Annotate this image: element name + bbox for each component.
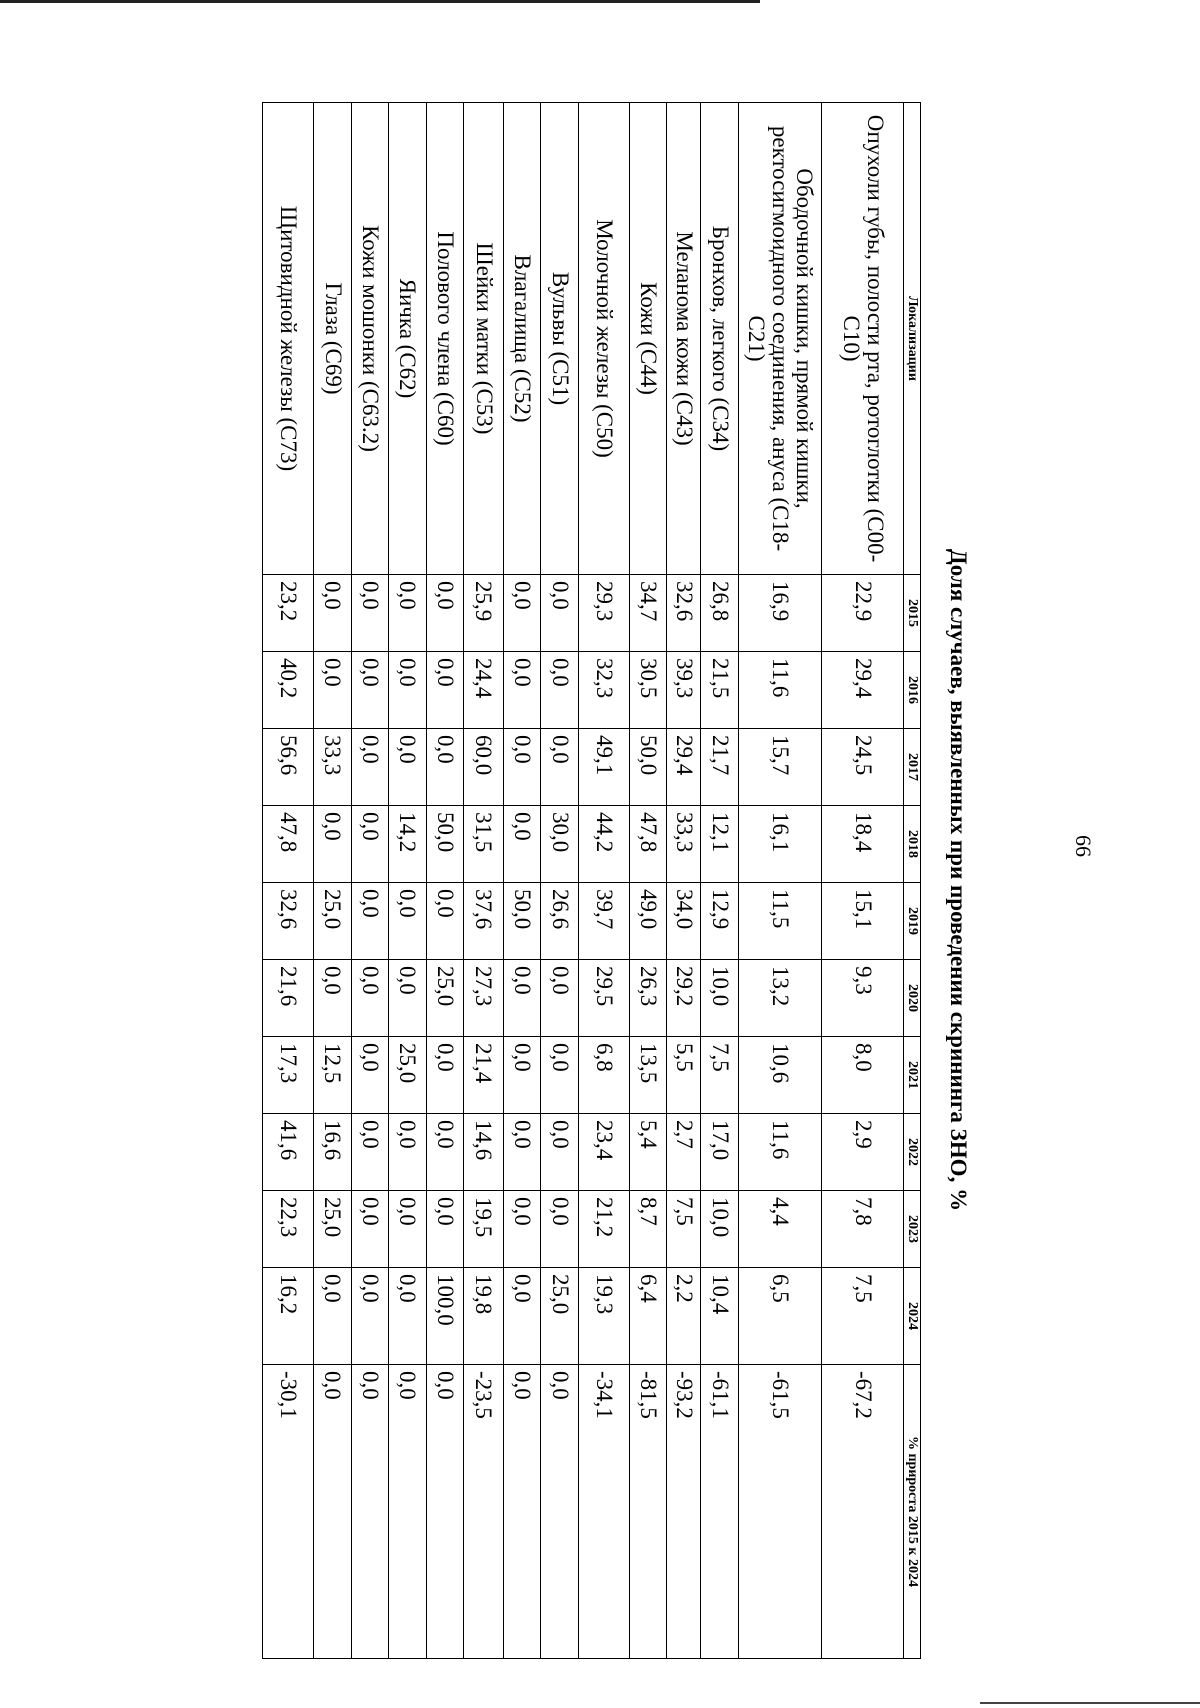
cell-value: 39,3 bbox=[667, 652, 701, 729]
cell-value: 17,0 bbox=[701, 1114, 738, 1191]
table-row bbox=[667, 103, 701, 1659]
cell-value: 0,0 bbox=[389, 1365, 426, 1659]
cell-value: 19,8 bbox=[464, 1268, 504, 1365]
cell-value: 0,0 bbox=[351, 1114, 388, 1191]
row-localization: Щитовидной железы (С73) bbox=[263, 103, 314, 575]
cell-value: 34,7 bbox=[629, 575, 666, 652]
cell-value: 0,0 bbox=[503, 806, 540, 883]
cell-value: -34,1 bbox=[578, 1365, 629, 1659]
cell-value: 12,5 bbox=[314, 1037, 351, 1114]
cell-value: 41,6 bbox=[263, 1114, 314, 1191]
cell-value: 13,2 bbox=[738, 960, 821, 1037]
column-header-localization: Локализации bbox=[904, 103, 921, 575]
row-localization: Кожи (С44) bbox=[629, 103, 666, 575]
cell-value: 44,2 bbox=[578, 806, 629, 883]
cell-value: 30,0 bbox=[541, 806, 578, 883]
cell-value: 23,2 bbox=[263, 575, 314, 652]
cell-value: 11,6 bbox=[738, 1114, 821, 1191]
cell-value: -23,5 bbox=[464, 1365, 504, 1659]
cell-value: 5,5 bbox=[667, 1037, 701, 1114]
cell-value: 0,0 bbox=[314, 575, 351, 652]
cell-value: 50,0 bbox=[426, 806, 463, 883]
cell-value: 25,0 bbox=[389, 1037, 426, 1114]
cell-value: 7,8 bbox=[822, 1191, 904, 1268]
cell-value: 25,9 bbox=[464, 575, 504, 652]
cell-value: 0,0 bbox=[314, 1268, 351, 1365]
row-localization: Полового члена (С60) bbox=[426, 103, 463, 575]
cell-value: 7,5 bbox=[701, 1037, 738, 1114]
cell-value: 5,4 bbox=[629, 1114, 666, 1191]
cell-value: 26,3 bbox=[629, 960, 666, 1037]
cell-value: 0,0 bbox=[426, 1037, 463, 1114]
cell-value: 0,0 bbox=[351, 1365, 388, 1659]
cell-value: 21,2 bbox=[578, 1191, 629, 1268]
cell-value: 33,3 bbox=[667, 806, 701, 883]
cell-value: 0,0 bbox=[351, 575, 388, 652]
cell-value: 0,0 bbox=[351, 652, 388, 729]
cell-value: 13,5 bbox=[629, 1037, 666, 1114]
table-row bbox=[541, 103, 578, 1659]
cell-value: -30,1 bbox=[263, 1365, 314, 1659]
column-header: 2018 bbox=[904, 806, 921, 883]
cell-value: 15,7 bbox=[738, 729, 821, 806]
cell-value: 0,0 bbox=[541, 729, 578, 806]
cell-value: 29,3 bbox=[578, 575, 629, 652]
cell-value: 0,0 bbox=[389, 960, 426, 1037]
cell-value: 0,0 bbox=[503, 575, 540, 652]
cell-value: 21,6 bbox=[263, 960, 314, 1037]
cell-value: 21,4 bbox=[464, 1037, 504, 1114]
page-number: 66 bbox=[1071, 835, 1096, 857]
cell-value: 0,0 bbox=[351, 729, 388, 806]
cell-value: 12,1 bbox=[701, 806, 738, 883]
cell-value: 17,3 bbox=[263, 1037, 314, 1114]
column-header: 2020 bbox=[904, 960, 921, 1037]
cell-value: 26,6 bbox=[541, 883, 578, 960]
cell-value: 11,6 bbox=[738, 652, 821, 729]
cell-value: 10,0 bbox=[701, 960, 738, 1037]
cell-value: 0,0 bbox=[541, 1037, 578, 1114]
row-localization: Вульвы (С51) bbox=[541, 103, 578, 575]
cell-value: 0,0 bbox=[389, 883, 426, 960]
column-header: % прироста 2015 к 2024 bbox=[904, 1365, 921, 1659]
row-localization: Глаза (С69) bbox=[314, 103, 351, 575]
row-localization: Кожи мошонки (С63.2) bbox=[351, 103, 388, 575]
cell-value: 0,0 bbox=[541, 1114, 578, 1191]
cell-value: 60,0 bbox=[464, 729, 504, 806]
column-header: 2022 bbox=[904, 1114, 921, 1191]
table-row bbox=[263, 103, 314, 1659]
cell-value: 33,3 bbox=[314, 729, 351, 806]
cell-value: 6,4 bbox=[629, 1268, 666, 1365]
table-row bbox=[701, 103, 738, 1659]
cell-value: 10,6 bbox=[738, 1037, 821, 1114]
row-localization: Опухоли губы, полости рта, ротоглотки (С00-С10) bbox=[822, 103, 904, 575]
cell-value: 0,0 bbox=[351, 806, 388, 883]
cell-value: 14,2 bbox=[389, 806, 426, 883]
cell-value: 29,5 bbox=[578, 960, 629, 1037]
table-row bbox=[629, 103, 666, 1659]
cell-value: 12,9 bbox=[701, 883, 738, 960]
cell-value: 39,7 bbox=[578, 883, 629, 960]
cell-value: 100,0 bbox=[426, 1268, 463, 1365]
cell-value: 11,5 bbox=[738, 883, 821, 960]
table-row bbox=[738, 103, 821, 1659]
cell-value: 0,0 bbox=[389, 1191, 426, 1268]
cell-value: 0,0 bbox=[351, 1191, 388, 1268]
cell-value: 19,3 bbox=[578, 1268, 629, 1365]
rotated-page-content bbox=[262, 102, 985, 1658]
cell-value: 50,0 bbox=[503, 883, 540, 960]
cell-value: 0,0 bbox=[503, 1191, 540, 1268]
cell-value: 10,0 bbox=[701, 1191, 738, 1268]
cell-value: 0,0 bbox=[426, 575, 463, 652]
cell-value: -93,2 bbox=[667, 1365, 701, 1659]
cell-value: 0,0 bbox=[314, 806, 351, 883]
cell-value: 30,5 bbox=[629, 652, 666, 729]
cell-value: 50,0 bbox=[629, 729, 666, 806]
row-localization: Молочной железы (С50) bbox=[578, 103, 629, 575]
cell-value: 0,0 bbox=[503, 1268, 540, 1365]
cell-value: 0,0 bbox=[503, 729, 540, 806]
column-header: 2019 bbox=[904, 883, 921, 960]
cell-value: 37,6 bbox=[464, 883, 504, 960]
cell-value: 0,0 bbox=[503, 960, 540, 1037]
cell-value: 7,5 bbox=[667, 1191, 701, 1268]
scan-edge-bottom bbox=[980, 1702, 1200, 1704]
column-header: 2016 bbox=[904, 652, 921, 729]
row-localization: Бронхов, легкого (С34) bbox=[701, 103, 738, 575]
cell-value: 0,0 bbox=[541, 575, 578, 652]
row-localization: Влагалища (С52) bbox=[503, 103, 540, 575]
cell-value: 16,2 bbox=[263, 1268, 314, 1365]
cell-value: 25,0 bbox=[426, 960, 463, 1037]
cell-value: 0,0 bbox=[389, 652, 426, 729]
cell-value: 34,0 bbox=[667, 883, 701, 960]
cell-value: 0,0 bbox=[314, 652, 351, 729]
cell-value: -81,5 bbox=[629, 1365, 666, 1659]
table-row bbox=[351, 103, 388, 1659]
cell-value: 0,0 bbox=[389, 729, 426, 806]
cell-value: 0,0 bbox=[351, 960, 388, 1037]
cell-value: 0,0 bbox=[314, 960, 351, 1037]
table-header-row bbox=[904, 103, 921, 1659]
cell-value: 32,6 bbox=[263, 883, 314, 960]
cell-value: 0,0 bbox=[389, 1114, 426, 1191]
cell-value: 2,2 bbox=[667, 1268, 701, 1365]
cell-value: 0,0 bbox=[541, 1365, 578, 1659]
cell-value: 23,4 bbox=[578, 1114, 629, 1191]
cell-value: 0,0 bbox=[503, 1037, 540, 1114]
screening-table bbox=[262, 102, 921, 1659]
cell-value: 8,7 bbox=[629, 1191, 666, 1268]
cell-value: -61,1 bbox=[701, 1365, 738, 1659]
cell-value: 21,7 bbox=[701, 729, 738, 806]
cell-value: 26,8 bbox=[701, 575, 738, 652]
cell-value: 19,5 bbox=[464, 1191, 504, 1268]
table-row bbox=[426, 103, 463, 1659]
cell-value: 31,5 bbox=[464, 806, 504, 883]
cell-value: 25,0 bbox=[541, 1268, 578, 1365]
cell-value: 32,6 bbox=[667, 575, 701, 652]
column-header: 2021 bbox=[904, 1037, 921, 1114]
cell-value: 6,8 bbox=[578, 1037, 629, 1114]
cell-value: 49,1 bbox=[578, 729, 629, 806]
cell-value: 0,0 bbox=[314, 1365, 351, 1659]
cell-value: 16,1 bbox=[738, 806, 821, 883]
cell-value: 22,3 bbox=[263, 1191, 314, 1268]
column-header: 2017 bbox=[904, 729, 921, 806]
cell-value: 29,4 bbox=[822, 652, 904, 729]
cell-value: 10,4 bbox=[701, 1268, 738, 1365]
cell-value: 0,0 bbox=[351, 1268, 388, 1365]
cell-value: 0,0 bbox=[503, 1365, 540, 1659]
table-row bbox=[822, 103, 904, 1659]
cell-value: 25,0 bbox=[314, 1191, 351, 1268]
cell-value: 32,3 bbox=[578, 652, 629, 729]
cell-value: 16,6 bbox=[314, 1114, 351, 1191]
cell-value: 4,4 bbox=[738, 1191, 821, 1268]
cell-value: 49,0 bbox=[629, 883, 666, 960]
cell-value: 6,5 bbox=[738, 1268, 821, 1365]
cell-value: 2,9 bbox=[822, 1114, 904, 1191]
table-row bbox=[314, 103, 351, 1659]
cell-value: 0,0 bbox=[426, 883, 463, 960]
cell-value: 29,2 bbox=[667, 960, 701, 1037]
cell-value: 24,5 bbox=[822, 729, 904, 806]
cell-value: 47,8 bbox=[629, 806, 666, 883]
table-row bbox=[503, 103, 540, 1659]
table-row bbox=[578, 103, 629, 1659]
cell-value: -61,5 bbox=[738, 1365, 821, 1659]
cell-value: 0,0 bbox=[426, 1365, 463, 1659]
cell-value: 2,7 bbox=[667, 1114, 701, 1191]
row-localization: Меланома кожи (С43) bbox=[667, 103, 701, 575]
column-header: 2023 bbox=[904, 1191, 921, 1268]
cell-value: 0,0 bbox=[351, 883, 388, 960]
cell-value: 0,0 bbox=[503, 652, 540, 729]
cell-value: 29,4 bbox=[667, 729, 701, 806]
column-header: 2024 bbox=[904, 1268, 921, 1365]
column-header: 2015 bbox=[904, 575, 921, 652]
cell-value: 9,3 bbox=[822, 960, 904, 1037]
table-title: Доля случаев, выявленных при проведении скрининга ЗНО, % bbox=[946, 548, 971, 1212]
cell-value: 0,0 bbox=[541, 1191, 578, 1268]
cell-value: 0,0 bbox=[426, 652, 463, 729]
cell-value: 0,0 bbox=[389, 575, 426, 652]
cell-value: 0,0 bbox=[389, 1268, 426, 1365]
cell-value: 18,4 bbox=[822, 806, 904, 883]
scan-edge-top bbox=[0, 0, 760, 3]
cell-value: 8,0 bbox=[822, 1037, 904, 1114]
cell-value: 0,0 bbox=[541, 652, 578, 729]
cell-value: 0,0 bbox=[426, 1191, 463, 1268]
cell-value: 0,0 bbox=[541, 960, 578, 1037]
cell-value: 22,9 bbox=[822, 575, 904, 652]
row-localization: Яичка (С62) bbox=[389, 103, 426, 575]
cell-value: 15,1 bbox=[822, 883, 904, 960]
cell-value: 25,0 bbox=[314, 883, 351, 960]
cell-value: 0,0 bbox=[351, 1037, 388, 1114]
cell-value: 21,5 bbox=[701, 652, 738, 729]
cell-value: 14,6 bbox=[464, 1114, 504, 1191]
cell-value: 56,6 bbox=[263, 729, 314, 806]
table-row bbox=[389, 103, 426, 1659]
row-localization: Ободочной кишки, прямой кишки, ректосигмоидного соединения, ануса (С18-С21) bbox=[738, 103, 821, 575]
cell-value: 27,3 bbox=[464, 960, 504, 1037]
cell-value: -67,2 bbox=[822, 1365, 904, 1659]
cell-value: 40,2 bbox=[263, 652, 314, 729]
row-localization: Шейки матки (С53) bbox=[464, 103, 504, 575]
cell-value: 0,0 bbox=[426, 729, 463, 806]
cell-value: 0,0 bbox=[426, 1114, 463, 1191]
cell-value: 24,4 bbox=[464, 652, 504, 729]
cell-value: 47,8 bbox=[263, 806, 314, 883]
table-row bbox=[464, 103, 504, 1659]
cell-value: 0,0 bbox=[503, 1114, 540, 1191]
cell-value: 7,5 bbox=[822, 1268, 904, 1365]
cell-value: 16,9 bbox=[738, 575, 821, 652]
